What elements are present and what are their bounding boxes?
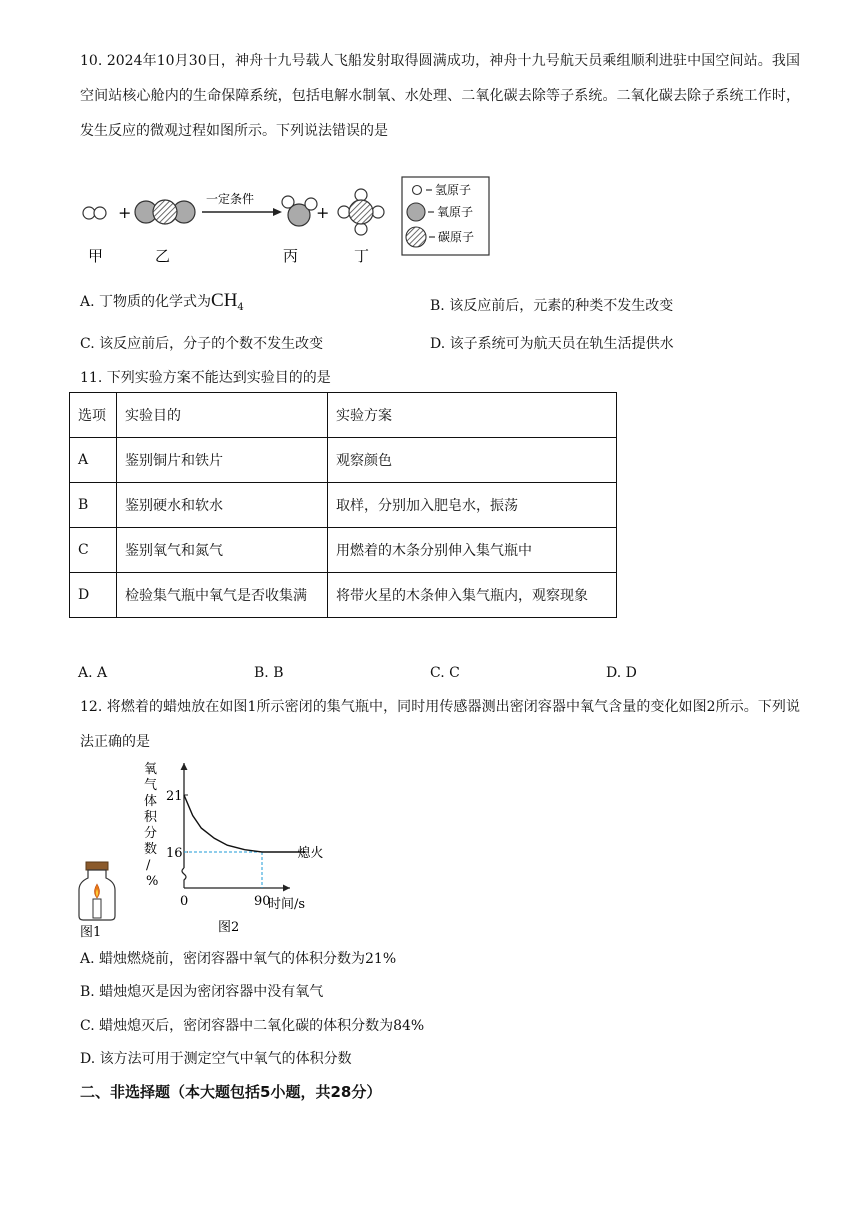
atom-legend: [402, 177, 489, 255]
figure1-jar: [76, 860, 122, 940]
y-tick-label: 16: [166, 846, 183, 861]
reaction-arrow: [202, 208, 282, 216]
legend-oxygen: 氧原子: [437, 205, 474, 219]
q11-stem: 11. 下列实验方案不能达到实验目的的是: [80, 370, 331, 386]
q10-stem: 10. 2024年10月30日，神舟十九号载人飞船发射取得圆满成功，神舟十九号航天员乘组顺利进驻中国空间站。我国空间站核心舱内的生命保障系统，包括电解水制氧、水处理、二氧化碳去除等子系统。二氧化碳去除子系统工作时，发生反应的微观过程如图所示。下列说法错误的是: [80, 53, 800, 139]
q10-option-a: [80, 290, 244, 312]
table-cell: 鉴别氧气和氮气: [117, 528, 328, 573]
table-row: [70, 573, 617, 618]
table-cell: B: [70, 483, 117, 528]
figure2-chart: [140, 755, 324, 940]
section2-title: 二、非选择题（本大题包括5小题，共28分）: [80, 1083, 382, 1101]
label-bing: 丙: [283, 247, 299, 265]
legend-hydrogen: 氢原子: [435, 183, 472, 197]
table-header-cell: 选项: [70, 393, 117, 438]
x-axis-arrow: [283, 885, 290, 892]
q10-option-d: D. 该子系统可为航天员在轨生活提供水: [430, 336, 674, 352]
q11-option-d: D. D: [606, 665, 637, 681]
y-axis-arrow: [181, 763, 188, 770]
plus-sign-1: +: [118, 203, 132, 222]
table-cell: D: [70, 573, 117, 618]
table-row: [70, 438, 617, 483]
table-header-cell: 实验目的: [117, 393, 328, 438]
molecule-bing: [282, 196, 317, 226]
series-line: [184, 795, 305, 852]
table-cell: A: [70, 438, 117, 483]
table-cell: 观察颜色: [328, 438, 617, 483]
q12-option-a: A. 蜡烛燃烧前，密闭容器中氧气的体积分数为21%: [80, 951, 397, 967]
reaction-condition: 一定条件: [206, 192, 255, 206]
table-cell: 鉴别硬水和软水: [117, 483, 328, 528]
q11-option-b: B. B: [254, 665, 284, 681]
fig2-label: 图2: [218, 920, 240, 935]
table-header-cell: 实验方案: [328, 393, 617, 438]
molecule-ding: [338, 189, 384, 235]
q12-option-d: D. 该方法可用于测定空气中氧气的体积分数: [80, 1051, 352, 1067]
q10-option-b: B. 该反应前后，元素的种类不发生改变: [430, 298, 674, 314]
label-jia: 甲: [88, 247, 104, 265]
q11-table: [69, 392, 617, 618]
table-header-row: [70, 393, 617, 438]
q11-option-c: C. C: [430, 665, 460, 681]
y-axis-label: 氧气体积分数/ %: [144, 762, 159, 889]
legend-carbon: 碳原子: [438, 230, 475, 244]
x-axis-label: 时间/s: [268, 897, 306, 912]
formula-ch: CH: [211, 290, 238, 311]
q10-option-c: C. 该反应前后，分子的个数不发生改变: [80, 336, 324, 352]
x-tick-label: 0: [180, 894, 189, 909]
chart-layer: [144, 762, 323, 935]
reaction-diagram: [70, 170, 500, 270]
label-ding: 丁: [354, 247, 370, 265]
table-cell: 将带火星的木条伸入集气瓶内，观察现象: [328, 573, 617, 618]
x-tick-label: 90: [254, 894, 271, 909]
q12-option-c: C. 蜡烛熄灭后，密闭容器中二氧化碳的体积分数为84%: [80, 1018, 425, 1034]
label-yi: 乙: [155, 247, 171, 265]
table-cell: 取样，分别加入肥皂水，振荡: [328, 483, 617, 528]
q12-option-b: B. 蜡烛熄灭是因为密闭容器中没有氧气: [80, 984, 324, 1000]
q11-option-a: A. A: [78, 665, 108, 681]
table-row: [70, 483, 617, 528]
table-cell: C: [70, 528, 117, 573]
y-tick-label: 21: [166, 789, 183, 804]
q10-option-a-text: A. 丁物质的化学式为: [80, 294, 212, 310]
table-cell: 用燃着的木条分别伸入集气瓶中: [328, 528, 617, 573]
fig1-label: 图1: [80, 925, 102, 940]
table-cell: 鉴别铜片和铁片: [117, 438, 328, 483]
molecule-yi: [135, 200, 195, 224]
annotation-label: 熄火: [297, 846, 324, 861]
table-row: [70, 528, 617, 573]
plus-sign-2: +: [316, 203, 330, 222]
q12-stem: 12. 将燃着的蜡烛放在如图1所示密闭的集气瓶中，同时用传感器测出密闭容器中氧气含量的变化如图2所示。下列说法正确的是: [80, 699, 800, 750]
table-cell: 检验集气瓶中氧气是否收集满: [117, 573, 328, 618]
y-axis-break: [182, 868, 186, 888]
molecule-jia: [83, 207, 106, 219]
formula-subscript: 4: [237, 302, 244, 313]
